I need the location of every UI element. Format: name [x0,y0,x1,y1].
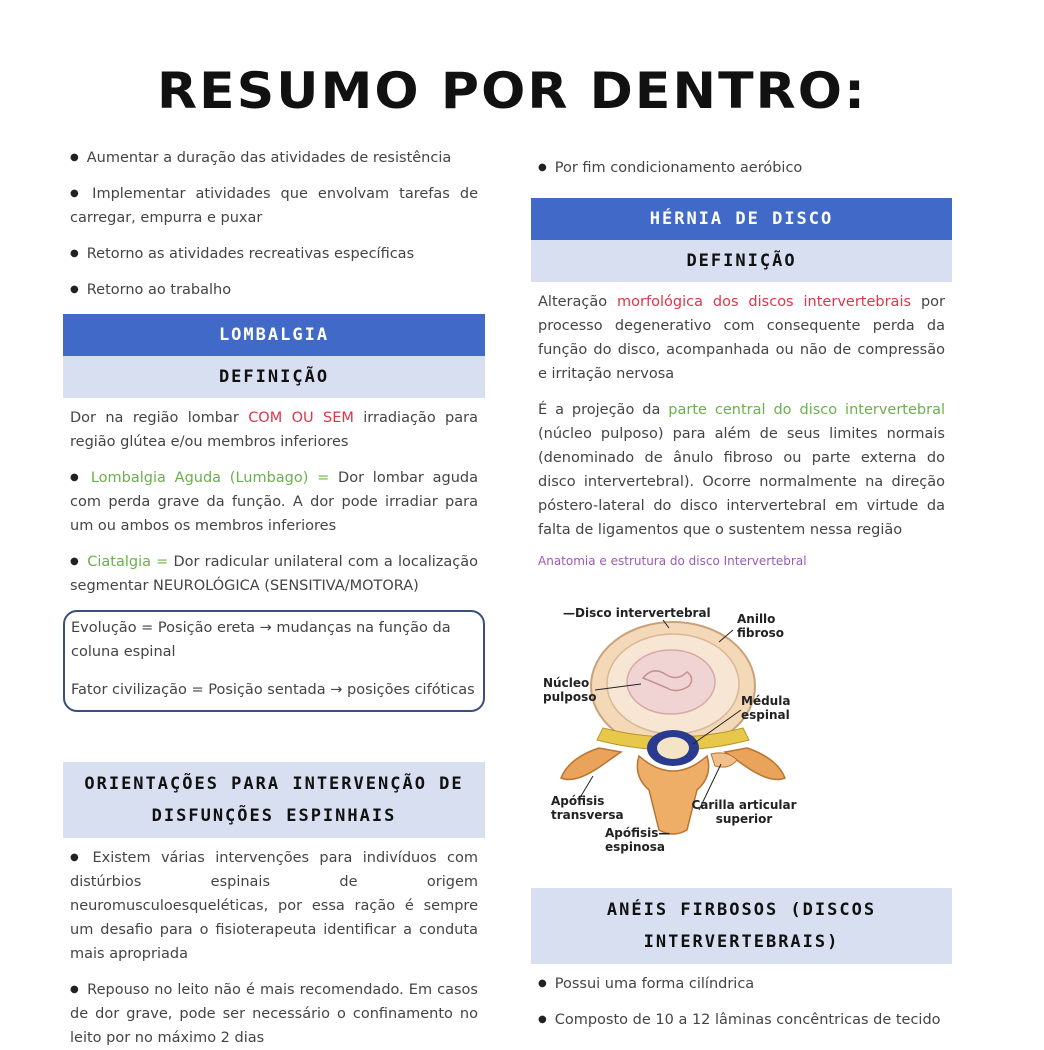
label-nucleo-pulposo: Núcleo pulposo [543,676,597,704]
text-span: por processo degenerativo com consequente perda da função do disco, acompanhada ou não de compressão e irritação nervosa [538,294,945,382]
text-span: É a projeção da [538,402,669,418]
list-item: ● Implementar atividades que envolvam tarefas de carregar, empurra e puxar [63,182,485,230]
highlight-red: morfológica dos discos intervertebrais [617,294,912,310]
section-title-line: ANÉIS FIRBOSOS (DISCOS [606,900,877,920]
definition-paragraph [531,290,952,386]
text-span: Dor na região lombar [70,410,249,426]
text-span: Alteração [538,294,618,310]
list-item-ciatalgia [63,550,485,598]
section-header-hernia: HÉRNIA DE DISCO [531,198,952,240]
disc-anatomy-figure [543,598,803,858]
section-title-line: INTERVERTEBRAIS) [643,932,840,952]
list-item: ● Existem várias intervenções para indivíduos com distúrbios espinais de origem neuromusculoesqueléticas, por essa ração é sempre um desafio para o fisioterapeuta identificar a conduta mais apropriada [63,846,485,966]
box-line-fator: Fator civilização = Posição sentada → posições cifóticas [71,682,475,698]
list-item: ● Por fim condicionamento aeróbico [531,156,952,180]
label-carilla-articular: Carilla articular superior [691,798,797,826]
list-item-lombalgia-aguda [63,466,485,538]
box-line-evolucao: Evolução = Posição ereta → mudanças na função da coluna espinal [71,620,451,660]
section-header-lombalgia: LOMBALGIA [63,314,485,356]
projection-paragraph [531,398,952,542]
section-title-line: ORIENTAÇÕES PARA INTERVENÇÃO DE [84,774,464,794]
highlight-green: Ciatalgia = [87,554,169,570]
highlight-red: COM OU SEM [248,410,354,426]
label-anillo-fibroso: Anillo fibroso [737,612,785,640]
left-column [63,146,485,1046]
list-item: ● Composto de 10 a 12 lâminas concêntricas de tecido [531,1008,952,1032]
highlight-green: parte central do disco intervertebral [668,402,945,418]
list-item: ● Aumentar a duração das atividades de resistência [63,146,485,170]
highlight-green: Lombalgia Aguda (Lumbago) = [90,470,330,486]
list-item: ● Retorno ao trabalho [63,278,485,302]
list-item: ● Possui uma forma cilíndrica [531,972,952,996]
section-title-line: DISFUNÇÕES ESPINHAIS [151,806,397,826]
text-span: Dor lombar aguda com perda grave da função. A dor pode irradiar para um ou ambos os membros inferiores [70,470,478,534]
definition-paragraph [63,406,485,454]
section-header-orientacoes [63,762,485,838]
text-span: Dor radicular unilateral com a localização segmentar NEUROLÓGICA (SENSITIVA/MOTORA) [70,554,479,594]
subheader-definicao: DEFINIÇÃO [63,356,485,398]
page-title: RESUMO POR DENTRO: [157,62,867,120]
label-apofisis-transversa: Apófisis transversa [551,794,624,822]
text-span: irradiação para região glútea e/ou membros inferiores [70,410,478,450]
figure-caption: Anatomia e estrutura do disco Intervertebral [538,554,807,568]
list-item: ● Repouso no leito não é mais recomendado. Em casos de dor grave, pode ser necessário o confinamento no leito por no máximo 2 dias [63,978,485,1050]
label-medula-espinal: Médula espinal [741,694,791,722]
highlight-box [63,610,485,712]
right-column [531,156,952,1028]
text-span: (núcleo pulposo) para além de seus limites normais (denominado de ânulo fibroso ou parte externa do disco intervertebral). Ocorre normalmente na direção póstero-lateral do disco intervertebral em virtude da falta de ligamentos que o sustentem nessa região [538,426,945,538]
label-disco-intervertebral: —Disco intervertebral [563,606,711,620]
list-item: ● Retorno as atividades recreativas específicas [63,242,485,266]
subheader-definicao: DEFINIÇÃO [531,240,952,282]
section-header-aneis [531,888,952,964]
label-apofisis-espinosa: Apófisis— espinosa [605,826,671,854]
